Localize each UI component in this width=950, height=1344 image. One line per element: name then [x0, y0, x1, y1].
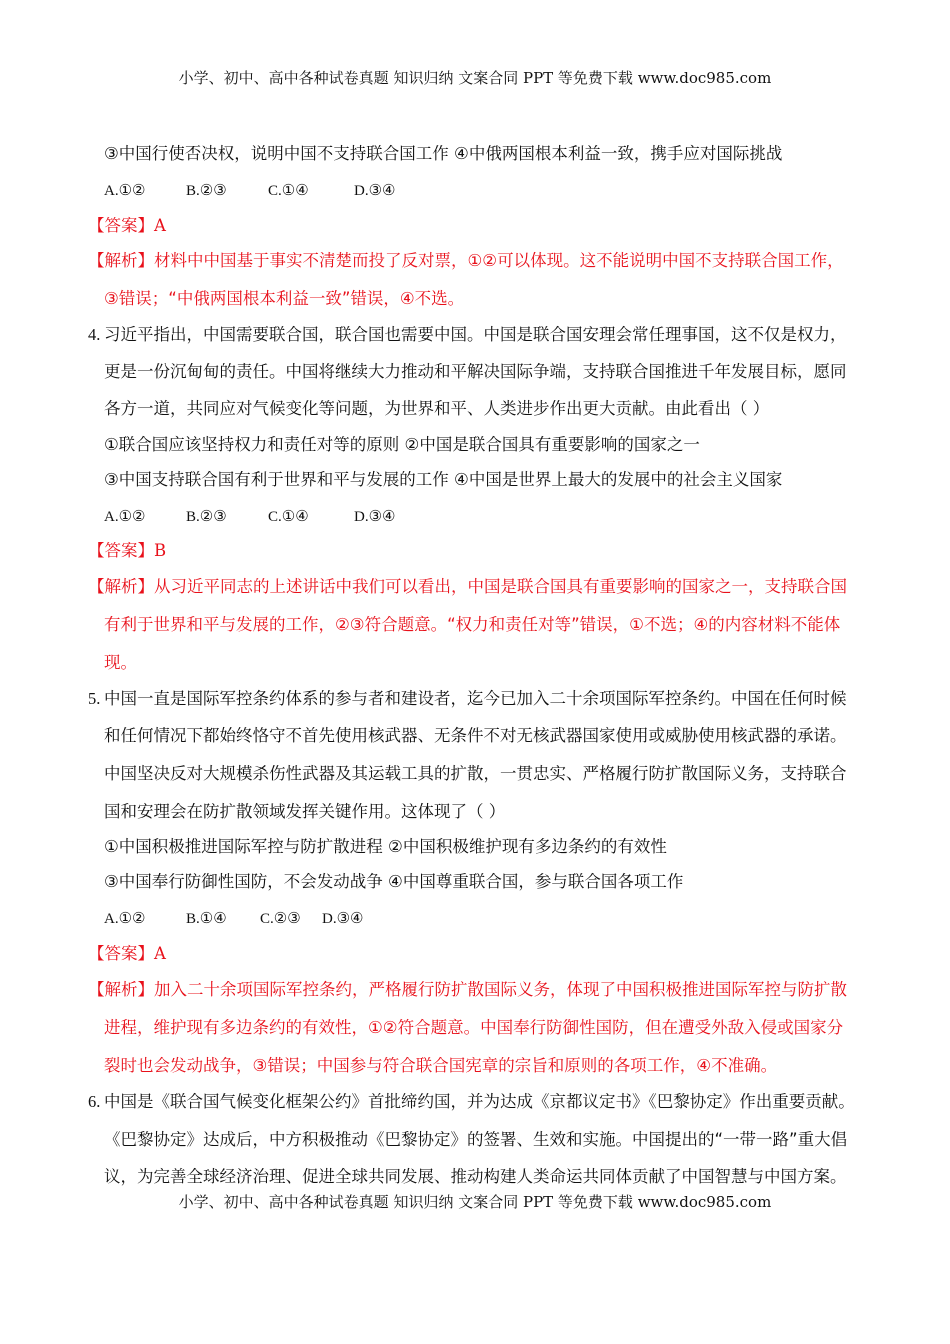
answer-label: 【答案】 [88, 541, 154, 560]
answer-value: A [154, 944, 166, 963]
answer-label: 【答案】 [88, 944, 154, 963]
q5-analysis-line-3: 裂时也会发动战争，③错误；中国参与符合联合国宪章的宗旨和原则的各项工作，④不准确。 [104, 1056, 778, 1075]
q5-answer [88, 943, 166, 965]
q3-answer [88, 215, 166, 237]
q3-analysis-line-1 [88, 250, 844, 272]
q3-statement-line: ③中国行使否决权，说明中国不支持联合国工作 ④中俄两国根本利益一致，携手应对国际挑战 [104, 144, 783, 163]
page-header: 小学、初中、高中各种试卷真题 知识归纳 文案合同 PPT 等免费下载 www.doc985.com [178, 69, 772, 87]
q6-number: 6. [88, 1092, 101, 1111]
option-c: C.①④ [268, 183, 309, 199]
option-a: A.①② [104, 509, 146, 525]
q4-line-1: 习近平指出，中国需要联合国，联合国也需要中国。中国是联合国安理会常任理事国，这不仅是权力， [104, 325, 847, 344]
analysis-label: 【解析】 [88, 251, 154, 270]
page-footer: 小学、初中、高中各种试卷真题 知识归纳 文案合同 PPT 等免费下载 www.doc985.com [178, 1193, 772, 1211]
q4-options [104, 506, 395, 528]
q6-line-3: 议，为完善全球经济治理、促进全球共同发展、推动构建人类命运共同体贡献了中国智慧与中国方案。 [104, 1167, 847, 1186]
q3-analysis-line-2: ③错误；“中俄两国根本利益一致”错误，④不选。 [104, 289, 465, 308]
q4-analysis-line-1 [88, 576, 847, 598]
analysis-text: 材料中中国基于事实不清楚而投了反对票，①②可以体现。这不能说明中国不支持联合国工作， [154, 251, 844, 270]
option-a: A.①② [104, 911, 146, 927]
q4-statement-1: ①联合国应该坚持权力和责任对等的原则 ②中国是联合国具有重要影响的国家之一 [104, 435, 700, 454]
option-b: B.②③ [186, 509, 227, 525]
answer-label: 【答案】 [88, 216, 154, 235]
q5-statement-1: ①中国积极推进国际军控与防扩散进程 ②中国积极维护现有多边条约的有效性 [104, 837, 667, 856]
option-a: A.①② [104, 183, 146, 199]
q5-line-1: 中国一直是国际军控条约体系的参与者和建设者，迄今已加入二十余项国际军控条约。中国在任何时候 [104, 689, 847, 708]
q5-analysis-line-1 [88, 979, 847, 1001]
option-d: D.③④ [322, 911, 364, 927]
q5-line-4: 国和安理会在防扩散领域发挥关键作用。这体现了（ ） [104, 802, 506, 821]
q3-options [104, 180, 395, 202]
option-c: C.①④ [268, 509, 309, 525]
q6-line-1: 中国是《联合国气候变化框架公约》首批缔约国，并为达成《京都议定书》《巴黎协定》作出重要贡献。 [104, 1092, 855, 1111]
q4-line-2: 更是一份沉甸甸的责任。中国将继续大力推动和平解决国际争端，支持联合国推进千年发展目标，愿同 [104, 362, 847, 381]
q5-options [104, 908, 363, 930]
q4-answer [88, 540, 166, 562]
q4-statement-2: ③中国支持联合国有利于世界和平与发展的工作 ④中国是世界上最大的发展中的社会主义国家 [104, 470, 783, 489]
q5-analysis-line-2: 进程，维护现有多边条约的有效性，①②符合题意。中国奉行防御性国防，但在遭受外敌入侵或国家分 [104, 1018, 844, 1037]
q5-number: 5. [88, 689, 101, 708]
option-b: B.①④ [186, 911, 227, 927]
q4-analysis-line-3: 现。 [104, 653, 137, 672]
q4-analysis-line-2: 有利于世界和平与发展的工作，②③符合题意。“权力和责任对等”错误，①不选；④的内容材料不能体 [104, 615, 841, 634]
answer-value: B [154, 541, 167, 560]
analysis-label: 【解析】 [88, 980, 154, 999]
answer-value: A [154, 216, 166, 235]
q4-line-3: 各方一道，共同应对气候变化等问题，为世界和平、人类进步作出更大贡献。由此看出（ ） [104, 399, 770, 418]
analysis-text: 加入二十余项国际军控条约，严格履行防扩散国际义务，体现了中国积极推进国际军控与防扩散 [154, 980, 847, 999]
q5-statement-2: ③中国奉行防御性国防，不会发动战争 ④中国尊重联合国，参与联合国各项工作 [104, 872, 684, 891]
option-b: B.②③ [186, 183, 227, 199]
q4-number: 4. [88, 325, 101, 344]
analysis-text: 从习近平同志的上述讲话中我们可以看出，中国是联合国具有重要影响的国家之一，支持联合国 [154, 577, 847, 596]
option-c: C.②③ [260, 911, 301, 927]
option-d: D.③④ [354, 509, 396, 525]
q5-line-2: 和任何情况下都始终恪守不首先使用核武器、无条件不对无核武器国家使用或威胁使用核武器的承诺。 [104, 726, 847, 745]
q5-line-3: 中国坚决反对大规模杀伤性武器及其运载工具的扩散，一贯忠实、严格履行防扩散国际义务，支持联合 [104, 764, 847, 783]
analysis-label: 【解析】 [88, 577, 154, 596]
q6-line-2: 《巴黎协定》达成后，中方积极推动《巴黎协定》的签署、生效和实施。中国提出的“一带一路”重大倡 [104, 1130, 848, 1149]
option-d: D.③④ [354, 183, 396, 199]
